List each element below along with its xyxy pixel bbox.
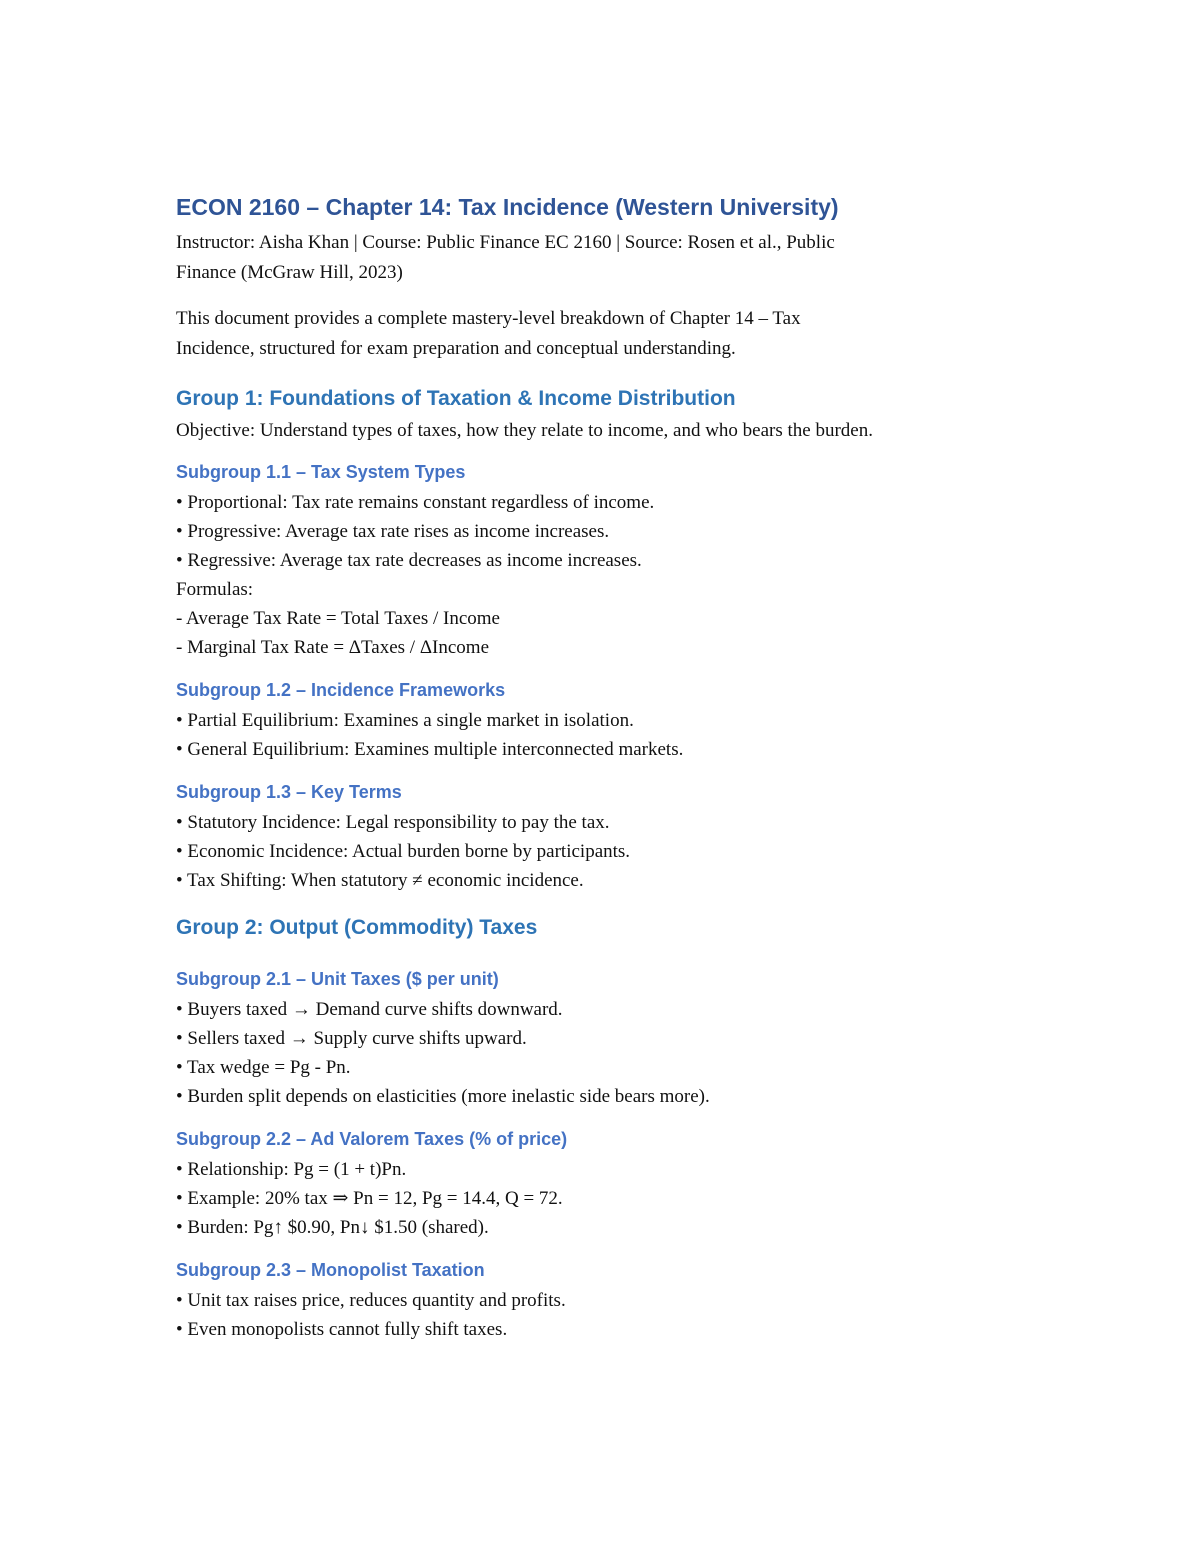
group-1-objective: Objective: Understand types of taxes, how they relate to income, and who bears the burden. <box>176 420 873 441</box>
list-item: • Tax wedge = Pg - Pn. <box>176 1057 351 1078</box>
document-intro <box>176 304 1036 364</box>
list-item: • Progressive: Average tax rate rises as income increases. <box>176 521 610 542</box>
list-item: • Example: 20% tax ⇒ Pn = 12, Pg = 14.4, Q = 72. <box>176 1188 563 1209</box>
subgroup-2-3-list <box>176 1286 1036 1344</box>
document-meta <box>176 228 1036 288</box>
list-item: • Statutory Incidence: Legal responsibility to pay the tax. <box>176 812 610 833</box>
document-title: ECON 2160 – Chapter 14: Tax Incidence (Western University) <box>176 194 839 220</box>
group-1-title: Group 1: Foundations of Taxation & Income Distribution <box>176 387 736 410</box>
subgroup-2-3-title: Subgroup 2.3 – Monopolist Taxation <box>176 1260 485 1280</box>
list-item: • Proportional: Tax rate remains constant regardless of income. <box>176 492 655 513</box>
formula-item: - Average Tax Rate = Total Taxes / Income <box>176 608 500 629</box>
list-item: • Relationship: Pg = (1 + t)Pn. <box>176 1159 407 1180</box>
list-item: • Buyers taxed → Demand curve shifts downward. <box>176 999 563 1020</box>
subgroup-1-2-list <box>176 706 1036 764</box>
list-item: • Unit tax raises price, reduces quantity and profits. <box>176 1290 566 1311</box>
subgroup-2-1-title: Subgroup 2.1 – Unit Taxes ($ per unit) <box>176 969 499 989</box>
list-item: • Regressive: Average tax rate decreases as income increases. <box>176 550 642 571</box>
formula-item: - Marginal Tax Rate = ΔTaxes / ΔIncome <box>176 637 490 658</box>
intro-line-1: This document provides a complete mastery-level breakdown of Chapter 14 – Tax <box>176 308 801 329</box>
meta-line-1: Instructor: Aisha Khan | Course: Public Finance EC 2160 | Source: Rosen et al., Public <box>176 232 835 253</box>
intro-line-2: Incidence, structured for exam preparation and conceptual understanding. <box>176 338 736 359</box>
list-item: • Tax Shifting: When statutory ≠ economic incidence. <box>176 870 584 891</box>
meta-line-2: Finance (McGraw Hill, 2023) <box>176 262 403 283</box>
list-item: • General Equilibrium: Examines multiple interconnected markets. <box>176 739 684 760</box>
list-item: • Burden split depends on elasticities (more inelastic side bears more). <box>176 1086 710 1107</box>
subgroup-1-2-title: Subgroup 1.2 – Incidence Frameworks <box>176 680 506 700</box>
group-2-title: Group 2: Output (Commodity) Taxes <box>176 916 538 939</box>
subgroup-2-1-list <box>176 995 1036 1111</box>
list-item: • Partial Equilibrium: Examines a single market in isolation. <box>176 710 634 731</box>
document-page <box>176 190 1036 1344</box>
subgroup-1-1-list <box>176 488 1036 662</box>
list-item: • Sellers taxed → Supply curve shifts upward. <box>176 1028 527 1049</box>
formulas-label: Formulas: <box>176 579 254 600</box>
subgroup-1-3-list <box>176 808 1036 895</box>
subgroup-2-2-list <box>176 1155 1036 1242</box>
subgroup-2-2-title: Subgroup 2.2 – Ad Valorem Taxes (% of price) <box>176 1129 568 1149</box>
subgroup-1-3-title: Subgroup 1.3 – Key Terms <box>176 782 402 802</box>
list-item: • Burden: Pg↑ $0.90, Pn↓ $1.50 (shared). <box>176 1217 489 1238</box>
list-item: • Even monopolists cannot fully shift taxes. <box>176 1319 508 1340</box>
subgroup-1-1-title: Subgroup 1.1 – Tax System Types <box>176 462 466 482</box>
list-item: • Economic Incidence: Actual burden borne by participants. <box>176 841 631 862</box>
